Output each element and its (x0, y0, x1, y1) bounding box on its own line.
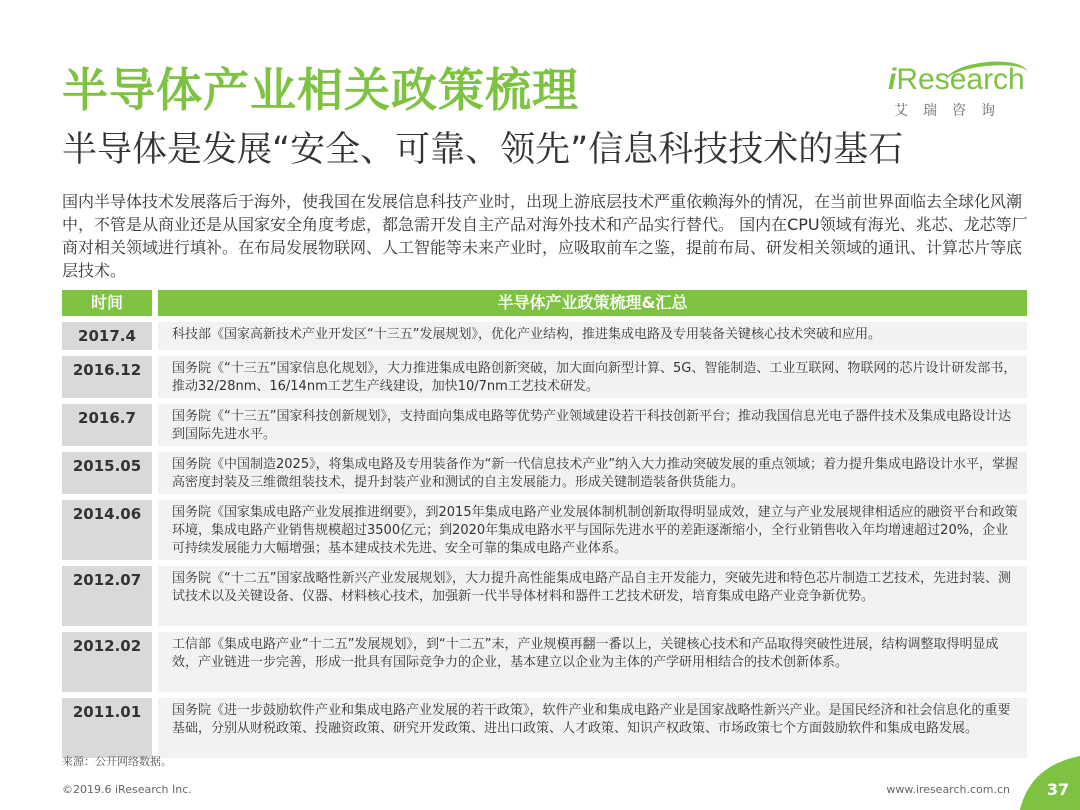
page-number: 37 (1046, 780, 1070, 799)
logo-prefix: i (888, 63, 897, 96)
page-subtitle: 半导体是发展“安全、可靠、领先”信息科技技术的基石 (62, 130, 904, 170)
header-time: 时间 (62, 290, 152, 316)
row-text: 国务院《国家集成电路产业发展推进纲要》，到2015年集成电路产业发展体制机制创新取得明显成效，建立与产业发展规律相适应的融资平台和政策环境，集成电路产业销售规模超过3500亿元；到2020年集成电路水平与国际先进水平的差距逐渐缩小，全行业销售收入年均增速超过20%，企业可持续发展能力大幅增强；基本建成技术先进、安全可靠的集成电路产业体系。 (158, 500, 1027, 560)
row-date: 2014.06 (62, 500, 152, 560)
row-text: 国务院《进一步鼓励软件产业和集成电路产业发展的若干政策》，软件产业和集成电路产业是国家战略性新兴产业。是国民经济和社会信息化的重要基础，分别从财税政策、投融资政策、研究开发政策、进出口政策、人才政策、知识产权政策、市场政策七个方面鼓励软件和集成电路发展。 (158, 698, 1027, 758)
row-date: 2016.7 (62, 404, 152, 446)
intro-paragraph: 国内半导体技术发展落后于海外，使我国在发展信息科技产业时，出现上游底层技术严重依赖海外的情况，在当前世界面临去全球化风潮中，不管是从商业还是从国家安全角度考虑，都急需开发自主产品对海外技术和产品实行替代。 国内在CPU领域有海光、兆芯、龙芯等厂商对相关领域进行填补。在布局发展物联网、人工智能等未来产业时，应吸取前车之鉴，提前布局、研发相关领域的通讯、计算芯片等底层技术。 (62, 192, 1028, 280)
logo-wordmark (888, 62, 1028, 98)
row-text: 国务院《中国制造2025》，将集成电路及专用装备作为“新一代信息技术产业”纳入大力推动突破发展的重点领域；着力提升集成电路设计水平，掌握高密度封装及三维微组装技术，提升封装产业和测试的自主发展能力。形成关键制造装备供货能力。 (158, 452, 1027, 494)
table-row (62, 698, 1027, 758)
row-date: 2012.07 (62, 566, 152, 626)
source-note: 来源：公开网络数据。 (62, 755, 172, 768)
table-row (62, 404, 1027, 446)
row-date: 2017.4 (62, 322, 152, 350)
table-row (62, 452, 1027, 494)
header-policy: 半导体产业政策梳理&汇总 (158, 290, 1027, 316)
iresearch-logo (888, 62, 1028, 122)
row-text: 国务院《“十三五”国家信息化规划》，大力推进集成电路创新突破，加大面向新型计算、5G、智能制造、工业互联网、物联网的芯片设计研发部书，推动32/28nm、16/14nm工艺生产线建设，加快10/7nm工艺技术研发。 (158, 356, 1027, 398)
table-row (62, 356, 1027, 398)
table-row (62, 566, 1027, 626)
row-text: 国务院《“十二五”国家战略性新兴产业发展规划》，大力提升高性能集成电路产品自主开发能力，突破先进和特色芯片制造工艺技术，先进封装、测试技术以及关键设备、仪器、材料核心技术，加强新一代半导体材料和器件工艺技术研发，培育集成电路产业竞争新优势。 (158, 566, 1027, 626)
row-date: 2015.05 (62, 452, 152, 494)
policy-table (62, 290, 1027, 758)
page-title: 半导体产业相关政策梳理 (62, 63, 579, 117)
row-text: 国务院《“十三五”国家科技创新规划》，支持面向集成电路等优势产业领域建设若干科技创新平台；推动我国信息光电子器件技术及集成电路设计达到国际先进水平。 (158, 404, 1027, 446)
copyright: ©2019.6 iResearch Inc. (62, 783, 192, 796)
row-text: 科技部《国家高新技术产业开发区“十三五”发展规划》，优化产业结构，推进集成电路及专用装备关键核心技术突破和应用。 (158, 322, 1027, 350)
row-date: 2016.12 (62, 356, 152, 398)
row-text: 工信部《集成电路产业“十二五”发展规划》，到“十二五”末，产业规模再翻一番以上，关键核心技术和产品取得突破性进展，结构调整取得明显成效，产业链进一步完善，形成一批具有国际竞争力的企业，基本建立以企业为主体的产学研用相结合的技术创新体系。 (158, 632, 1027, 692)
table-row (62, 632, 1027, 692)
table-row (62, 322, 1027, 350)
logo-chinese: 艾瑞咨询 (894, 103, 1010, 119)
website-link[interactable]: www.iresearch.com.cn (886, 783, 1010, 796)
logo-word: Research (896, 63, 1025, 96)
row-date: 2011.01 (62, 698, 152, 758)
table-header (62, 290, 1027, 316)
row-date: 2012.02 (62, 632, 152, 692)
table-row (62, 500, 1027, 560)
